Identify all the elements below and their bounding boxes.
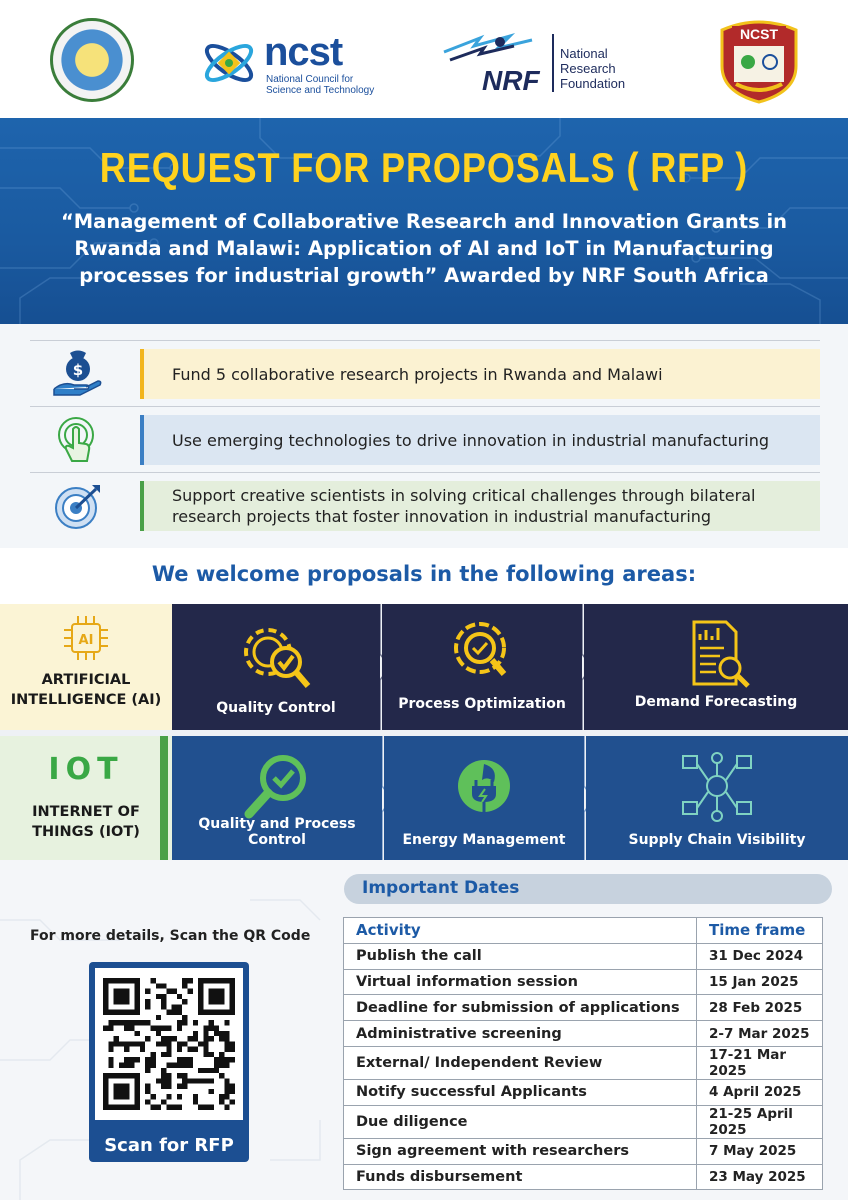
nrf-name-line: National [560,46,608,61]
rfp-banner [0,118,848,324]
area-tile [584,604,848,730]
magnifier-check-icon [237,750,317,824]
timeframe-cell: 31 Dec 2024 [697,943,823,969]
area-label: Quality Control [216,700,336,716]
nrf-abbr: NRF [482,65,540,96]
activity-cell: Due diligence [344,1105,697,1138]
objective-row [30,406,820,472]
money-hand-icon [50,349,106,399]
ncst-rwanda-logo [200,30,375,96]
column-header-activity: Activity [344,918,697,944]
category-iot [0,736,172,862]
objective-row [30,340,820,406]
activity-cell: Notify successful Applicants [344,1079,697,1105]
dates-heading: Important Dates [362,878,520,898]
energy-plug-icon [444,750,524,824]
ai-chip-icon [62,614,110,662]
timeframe-cell: 4 April 2025 [697,1079,823,1105]
ncst-wordmark: ncst [264,30,343,74]
table-row [344,995,823,1021]
table-row [344,943,823,969]
rfp-title: REQUEST FOR PROPOSALS ( RFP ) [99,144,749,191]
quality-control-gear-icon [236,618,316,692]
nrf-name-line: Research [560,61,616,76]
objective-row [30,472,820,538]
important-dates-table [343,917,823,1190]
timeframe-cell: 17-21 Mar 2025 [697,1046,823,1079]
table-row [344,1021,823,1047]
objective-text: Use emerging technologies to drive innovation in industrial manufacturing [144,415,820,465]
target-icon [50,481,106,531]
qr-label: Scan for RFP [104,1135,234,1156]
activity-cell: Sign agreement with researchers [344,1138,697,1164]
nrf-divider [552,34,554,92]
area-tile [172,736,382,862]
areas-heading: We welcome proposals in the following areas: [151,562,697,586]
timeframe-cell: 23 May 2025 [697,1164,823,1190]
rfp-subtitle: “Management of Collaborative Research and Innovation Grants in Rwanda and Malawi: Application of AI and IoT in Manufacturing processes for industrial growth” Awarded by NRF South Africa [60,210,788,287]
area-label: Supply Chain Visibility [628,832,806,848]
table-row [344,1164,823,1190]
ai-label-line: ARTIFICIAL [41,672,131,688]
demand-forecasting-report-icon [676,618,756,692]
nrf-name [560,46,625,91]
ncst-badge-text: NCST [739,26,779,42]
iot-label-line: INTERNET OF [32,804,140,820]
ncst-tagline: National Council for Science and Technology [266,74,375,96]
activity-cell: Funds disbursement [344,1164,697,1190]
objective-text: Support creative scientists in solving critical challenges through bilateral research projects that foster innovation in industrial manufacturing [144,481,820,531]
dates-heading-pill [344,874,832,904]
activity-cell: Publish the call [344,943,697,969]
area-tile [586,736,848,862]
area-label: Quality and Process Control [198,816,356,848]
area-tile [172,604,380,730]
supply-chain-network-icon [677,750,757,824]
rwanda-coat-of-arms-logo [50,18,134,102]
svg-text:$: $ [72,361,84,379]
activity-cell: Administrative screening [344,1021,697,1047]
area-tile [384,736,584,862]
area-label: Demand Forecasting [634,694,798,710]
column-header-timeframe: Time frame [697,918,823,944]
nrf-logo [440,30,640,96]
iot-logo-text: IOT [48,752,124,787]
nrf-runner-icon [440,30,550,96]
ai-label-line: INTELLIGENCE (AI) [10,692,162,708]
table-row [344,1079,823,1105]
touch-tap-icon [50,415,106,465]
timeframe-cell: 21-25 April 2025 [697,1105,823,1138]
timeframe-cell: 28 Feb 2025 [697,995,823,1021]
ncst-atom-icon [200,36,258,90]
objective-text: Fund 5 collaborative research projects in Rwanda and Malawi [144,349,820,399]
qr-code[interactable] [95,968,243,1120]
table-row [344,1046,823,1079]
qr-card[interactable] [89,962,249,1162]
timeframe-cell: 7 May 2025 [697,1138,823,1164]
table-row [344,969,823,995]
timeframe-cell: 2-7 Mar 2025 [697,1021,823,1047]
logo-strip [0,0,848,118]
area-label: Process Optimization [398,696,566,712]
nrf-name-line: Foundation [560,76,626,91]
table-row [344,1105,823,1138]
area-label: Energy Management [402,832,566,848]
qr-caption: For more details, Scan the QR Code [30,928,311,944]
iot-category-label [0,802,172,842]
activity-cell: Virtual information session [344,969,697,995]
ai-chip-text: AI [78,633,94,648]
qr-code-image[interactable] [103,978,235,1110]
ai-category-label [0,670,172,710]
focus-areas-grid [0,604,848,860]
table-header-row [344,918,823,944]
process-optimization-icon [442,618,522,692]
timeframe-cell: 15 Jan 2025 [697,969,823,995]
area-tile [382,604,582,730]
activity-cell: Deadline for submission of applications [344,995,697,1021]
objectives-section [0,324,848,548]
category-ai [0,604,172,730]
iot-label-line: THINGS (IOT) [32,824,140,840]
activity-cell: External/ Independent Review [344,1046,697,1079]
table-row [344,1138,823,1164]
ncst-malawi-badge-logo [716,16,802,104]
